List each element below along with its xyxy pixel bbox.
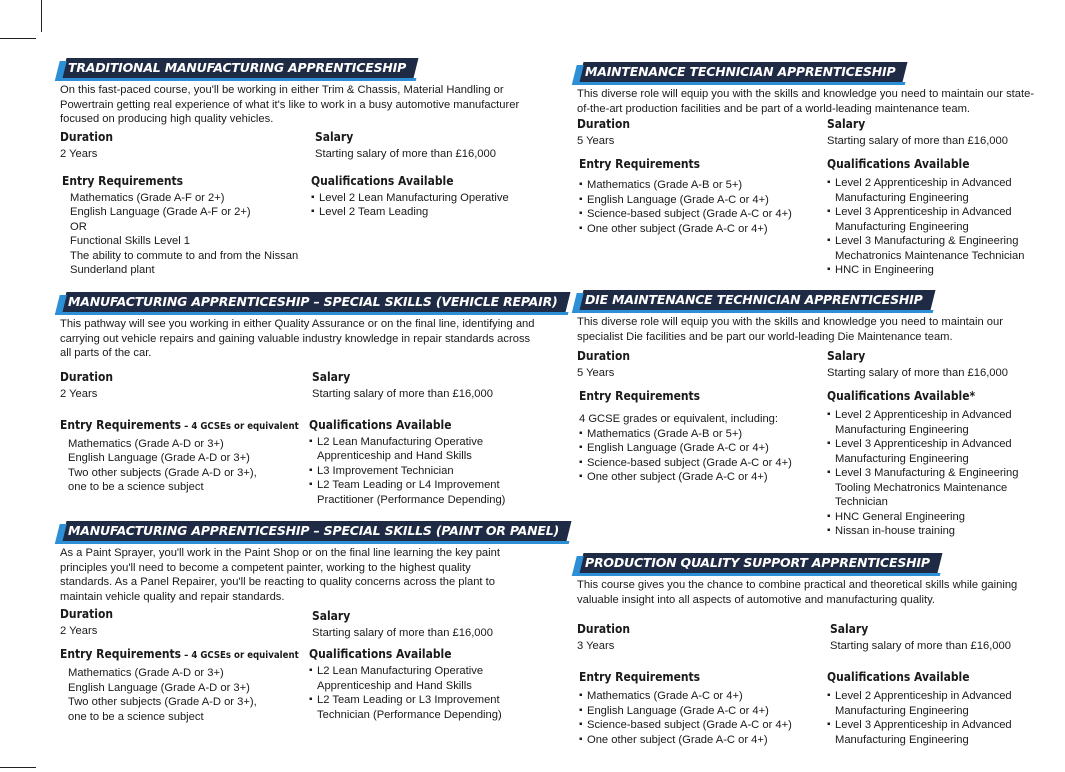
qualifications-heading: Qualifications Available* (827, 388, 976, 403)
salary-heading: Salary (312, 608, 351, 623)
duration-value: 3 Years (577, 640, 615, 652)
list-item: ▪ Nissan in-house training (827, 524, 1037, 539)
qualifications-list (311, 191, 541, 220)
entry-list (60, 437, 310, 495)
section-paint-panel (60, 521, 559, 744)
salary-value: Starting salary of more than £16,000 (827, 135, 1008, 147)
qualifications-heading: Qualifications Available (309, 646, 452, 661)
section-description: On this fast-paced course, you'll be working in either Trim & Chassis, Material Handling or Powertrain getting real experience of what it's like to work in a busy automotive manufacturer focused on producing high quality vehicles. (60, 84, 520, 125)
duration-heading: Duration (60, 368, 113, 384)
entry-heading: Entry Requirements (579, 669, 701, 684)
salary-heading: Salary (830, 621, 869, 636)
list-item: Two other subjects (Grade A-D or 3+), (68, 466, 257, 479)
list-item: ▪ Mathematics (Grade A-C or 4+) (579, 689, 819, 704)
section-die-maintenance (577, 290, 1037, 554)
entry-heading: Entry Requirements – 4 GCSEs or equivalent (60, 646, 299, 661)
section-description: This pathway will see you working in either Quality Assurance or on the final line, identifying and carrying out vehicle repairs and gaining valuable industry knowledge in repair standards across all parts of the car. (60, 318, 535, 359)
list-item: Mathematics (Grade A-F or 2+) (70, 191, 225, 204)
list-item: ▪ Science-based subject (Grade A-C or 4+) (579, 207, 819, 222)
qualifications-heading: Qualifications Available (309, 416, 452, 432)
salary-value: Starting salary of more than £16,000 (827, 367, 1008, 379)
entry-heading: Entry Requirements (579, 156, 701, 171)
list-item: Mathematics (Grade A-D or 3+) (68, 437, 224, 450)
list-item: ▪ Level 2 Lean Manufacturing Operative (311, 191, 541, 206)
entry-heading: Entry Requirements – 4 GCSEs or equivalent (60, 416, 299, 432)
qualifications-heading: Qualifications Available (827, 669, 970, 684)
duration-heading: Duration (577, 621, 630, 636)
entry-list (579, 178, 819, 236)
list-item: ▪ Level 3 Manufacturing & Engineering Tooling Mechatronics Maintenance Technician (827, 466, 1037, 510)
list-item: ▪ English Language (Grade A-C or 4+) (579, 193, 819, 208)
entry-list (579, 689, 819, 747)
list-item: ▪ Level 3 Apprenticeship in Advanced Manufacturing Engineering (827, 718, 1037, 747)
salary-value: Starting salary of more than £16,000 (315, 147, 496, 160)
entry-list (62, 191, 312, 278)
salary-value: Starting salary of more than £16,000 (830, 640, 1011, 652)
list-item: ▪ English Language (Grade A-C or 4+) (579, 441, 819, 456)
duration-value: 5 Years (577, 135, 615, 147)
section-vehicle-repair (60, 292, 558, 511)
section-description: This diverse role will equip you with the skills and knowledge you need to maintain our state-of-the-art production facilities and be part of a world-leading maintenance team. (577, 88, 1035, 115)
list-item: OR (70, 220, 87, 233)
list-item: ▪ HNC in Engineering (827, 263, 1037, 278)
crop-mark-bottom (0, 767, 36, 768)
qualifications-list (309, 435, 514, 508)
list-item: Functional Skills Level 1 (70, 235, 191, 247)
list-item: Mathematics (Grade A-D or 3+) (68, 667, 224, 679)
entry-heading: Entry Requirements (579, 388, 701, 403)
qualifications-list (827, 176, 1037, 278)
entry-intro: 4 GCSE grades or equivalent, including: (579, 413, 779, 425)
entry-heading: Entry Requirements (62, 172, 184, 188)
list-item: ▪ Level 2 Apprenticeship in Advanced Manufacturing Engineering (827, 176, 1037, 205)
duration-value: 2 Years (60, 387, 98, 400)
entry-list (579, 427, 819, 485)
duration-heading: Duration (60, 606, 113, 621)
qualifications-list (827, 408, 1037, 539)
list-item: ▪ English Language (Grade A-C or 4+) (579, 704, 819, 719)
qualifications-heading: Qualifications Available (311, 172, 454, 188)
list-item: ▪ Level 3 Apprenticeship in Advanced Manufacturing Engineering (827, 205, 1037, 234)
list-item: one to be a science subject (68, 481, 204, 493)
list-item: ▪ One other subject (Grade A-C or 4+) (579, 733, 819, 748)
list-item: ▪ L2 Lean Manufacturing Operative Apprenticeship and Hand Skills (309, 435, 514, 464)
section-production-quality (577, 553, 1037, 747)
section-title: TRADITIONAL MANUFACTURING APPRENTICESHIP (62, 58, 419, 78)
list-item: ▪ L3 Improvement Technician (309, 464, 514, 479)
salary-heading: Salary (312, 368, 351, 384)
duration-heading: Duration (60, 128, 113, 144)
section-description: This course gives you the chance to combine practical and theoretical skills while gaining valuable insight into all aspects of automotive and manufacturing quality. (577, 579, 1018, 606)
list-item: ▪ Level 2 Apprenticeship in Advanced Manufacturing Engineering (827, 408, 1037, 437)
salary-heading: Salary (827, 116, 866, 131)
salary-heading: Salary (315, 128, 354, 144)
salary-heading: Salary (827, 348, 866, 363)
list-item: ▪ Mathematics (Grade A-B or 5+) (579, 427, 819, 442)
section-maintenance (577, 62, 1037, 276)
list-item: ▪ Level 3 Apprenticeship in Advanced Manufacturing Engineering (827, 437, 1037, 466)
list-item: The ability to commute to and from the Nissan Sunderland plant (70, 249, 299, 276)
section-title: DIE MAINTENANCE TECHNICIAN APPRENTICESHIP (579, 290, 936, 310)
salary-value: Starting salary of more than £16,000 (312, 627, 493, 639)
section-title: MANUFACTURING APPRENTICESHIP – SPECIAL SKILLS (PAINT OR PANEL) (62, 521, 572, 541)
list-item: ▪ L2 Team Leading or L3 Improvement Technician (Performance Depending) (309, 693, 509, 722)
section-title: MANUFACTURING APPRENTICESHIP – SPECIAL SKILLS (VEHICLE REPAIR) (62, 292, 571, 312)
qualifications-list (827, 689, 1037, 747)
entry-list (60, 666, 310, 724)
section-description: As a Paint Sprayer, you'll work in the Paint Shop or on the final line learning the key paint principles you'll need to become a competent painter, working to the highest quality standards. As a Panel Repairer, you'll be reacting to quality concerns across the plant to maintain vehicle quality and repair standards. (60, 547, 500, 603)
list-item: ▪ Level 2 Apprenticeship in Advanced Manufacturing Engineering (827, 689, 1037, 718)
list-item: Two other subjects (Grade A-D or 3+), (68, 696, 257, 708)
list-item: ▪ L2 Team Leading or L4 Improvement Practitioner (Performance Depending) (309, 478, 514, 507)
section-traditional (60, 58, 540, 277)
list-item: ▪ Mathematics (Grade A-B or 5+) (579, 178, 819, 193)
list-item: ▪ L2 Lean Manufacturing Operative Apprenticeship and Hand Skills (309, 664, 509, 693)
list-item: ▪ Level 2 Team Leading (311, 205, 541, 220)
list-item: English Language (Grade A-D or 3+) (68, 681, 250, 694)
duration-heading: Duration (577, 348, 630, 363)
duration-value: 2 Years (60, 625, 98, 637)
list-item: one to be a science subject (68, 710, 204, 723)
crop-mark-top (41, 0, 42, 32)
list-item: ▪ Level 3 Manufacturing & Engineering Mechatronics Maintenance Technician (827, 234, 1037, 263)
list-item: ▪ Science-based subject (Grade A-C or 4+) (579, 456, 819, 471)
qualifications-heading: Qualifications Available (827, 156, 970, 171)
duration-value: 2 Years (60, 147, 98, 160)
duration-value: 5 Years (577, 367, 615, 379)
list-item: English Language (Grade A-D or 3+) (68, 452, 250, 464)
section-description: This diverse role will equip you with the skills and knowledge you need to maintain our specialist Die facilities and be part our world-leading Die Maintenance team. (577, 316, 1003, 343)
list-item: English Language (Grade A-F or 2+) (70, 206, 251, 218)
list-item: ▪ One other subject (Grade A-C or 4+) (579, 222, 819, 237)
salary-value: Starting salary of more than £16,000 (312, 387, 493, 400)
list-item: ▪ Science-based subject (Grade A-C or 4+) (579, 718, 819, 733)
section-title: PRODUCTION QUALITY SUPPORT APPRENTICESHIP (579, 553, 943, 573)
duration-heading: Duration (577, 116, 630, 131)
qualifications-list (309, 664, 509, 722)
list-item: ▪ HNC General Engineering (827, 510, 1037, 525)
section-title: MAINTENANCE TECHNICIAN APPRENTICESHIP (579, 62, 908, 82)
list-item: ▪ One other subject (Grade A-C or 4+) (579, 470, 819, 485)
crop-mark-left (0, 38, 36, 39)
